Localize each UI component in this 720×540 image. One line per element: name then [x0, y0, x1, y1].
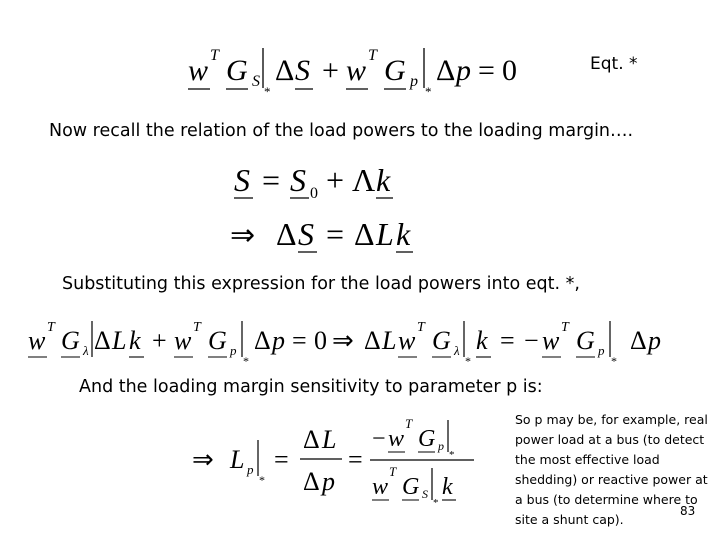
svg-text:L: L: [376, 216, 394, 252]
equation-sensitivity: [192, 410, 492, 530]
svg-text:+: +: [152, 326, 167, 355]
svg-text:+: +: [322, 54, 339, 87]
svg-text:+: +: [326, 162, 345, 198]
svg-text:*: *: [259, 473, 265, 487]
svg-text:S: S: [298, 216, 314, 252]
svg-text:*: *: [611, 354, 617, 368]
svg-text:L: L: [230, 445, 245, 474]
svg-text:p: p: [648, 326, 661, 355]
svg-text:w: w: [398, 326, 416, 355]
svg-text:S: S: [234, 162, 250, 198]
svg-text:L: L: [112, 326, 127, 355]
svg-text:Δ: Δ: [276, 216, 297, 252]
svg-text:k: k: [476, 326, 488, 355]
svg-text:Δ: Δ: [630, 326, 647, 355]
svg-text:Δ: Δ: [364, 326, 381, 355]
svg-text:k: k: [396, 216, 411, 252]
equation-load: [228, 158, 428, 203]
svg-text:w: w: [388, 426, 405, 452]
svg-text:0: 0: [502, 54, 517, 87]
svg-text:k: k: [129, 326, 141, 355]
svg-text:*: *: [465, 354, 471, 368]
svg-text:0: 0: [314, 326, 327, 355]
equation-substituted: [26, 313, 696, 369]
svg-text:*: *: [425, 84, 432, 98]
svg-text:S: S: [295, 54, 310, 87]
svg-text:=: =: [262, 162, 281, 198]
svg-text:Δ: Δ: [275, 54, 295, 87]
svg-text:−: −: [372, 426, 386, 452]
svg-text:=: =: [326, 216, 345, 252]
svg-text:p: p: [247, 462, 254, 477]
svg-text:p: p: [598, 343, 605, 358]
svg-text:G: G: [226, 54, 248, 87]
svg-text:p: p: [438, 439, 444, 453]
text-line-1: Now recall the relation of the load powers to the loading margin….: [49, 121, 634, 141]
svg-text:0: 0: [310, 185, 318, 202]
svg-text:p: p: [410, 73, 418, 90]
svg-text:k: k: [442, 474, 453, 500]
svg-text:Δ: Δ: [354, 216, 375, 252]
svg-text:*: *: [243, 354, 249, 368]
svg-text:L: L: [322, 425, 337, 454]
svg-text:S: S: [290, 162, 306, 198]
svg-text:w: w: [372, 474, 389, 500]
svg-text:p: p: [230, 343, 237, 358]
svg-text:w: w: [346, 54, 367, 87]
svg-text:w: w: [542, 326, 560, 355]
svg-text:T: T: [405, 416, 413, 431]
svg-text:Λ: Λ: [352, 162, 376, 198]
page-number: 83: [680, 504, 696, 518]
svg-text:*: *: [264, 84, 271, 98]
svg-text:p: p: [272, 326, 285, 355]
svg-text:⇒: ⇒: [230, 219, 256, 252]
svg-text:T: T: [210, 47, 219, 64]
svg-text:Δ: Δ: [254, 326, 271, 355]
svg-text:Δ: Δ: [303, 425, 320, 454]
svg-text:p: p: [456, 54, 471, 87]
svg-text:−: −: [524, 326, 539, 355]
svg-text:S: S: [422, 487, 428, 501]
eqt-label: Eqt. *: [590, 54, 638, 74]
svg-text:T: T: [368, 47, 377, 64]
text-line-3: And the loading margin sensitivity to parameter p is:: [79, 377, 543, 397]
text-line-2: Substituting this expression for the load powers into eqt. *,: [62, 274, 580, 294]
svg-text:G: G: [432, 326, 451, 355]
svg-text:=: =: [292, 326, 307, 355]
svg-text:Δ: Δ: [303, 467, 320, 496]
svg-text:S: S: [252, 73, 260, 90]
svg-text:L: L: [382, 326, 397, 355]
svg-text:⇒: ⇒: [192, 445, 214, 474]
svg-text:G: G: [384, 54, 406, 87]
svg-text:w: w: [174, 326, 192, 355]
svg-text:λ: λ: [454, 343, 460, 358]
svg-text:T: T: [193, 320, 201, 335]
svg-text:T: T: [389, 464, 397, 479]
side-note: So p may be, for example, real power load at a bus (to detect the most effective load shedding) or reactive power at a bus (to determine where to site a shunt cap).: [515, 412, 708, 527]
svg-text:=: =: [348, 445, 363, 474]
svg-text:⇒: ⇒: [332, 326, 354, 355]
svg-text:G: G: [208, 326, 227, 355]
svg-text:=: =: [274, 445, 289, 474]
svg-text:G: G: [418, 426, 436, 452]
svg-text:*: *: [433, 497, 439, 509]
svg-text:T: T: [417, 320, 425, 335]
svg-text:Δ: Δ: [94, 326, 111, 355]
svg-text:G: G: [402, 474, 420, 500]
svg-text:*: *: [449, 449, 455, 461]
svg-text:k: k: [376, 162, 391, 198]
svg-text:=: =: [500, 326, 515, 355]
svg-text:T: T: [47, 320, 55, 335]
svg-text:w: w: [188, 54, 209, 87]
svg-text:λ: λ: [83, 343, 89, 358]
svg-text:G: G: [576, 326, 595, 355]
equation-delta: [228, 212, 438, 257]
svg-text:=: =: [478, 54, 495, 87]
svg-text:G: G: [61, 326, 80, 355]
equation-star: [180, 38, 530, 98]
svg-text:Δ: Δ: [436, 54, 456, 87]
svg-text:p: p: [322, 467, 335, 496]
svg-text:w: w: [28, 326, 46, 355]
svg-text:T: T: [561, 320, 569, 335]
